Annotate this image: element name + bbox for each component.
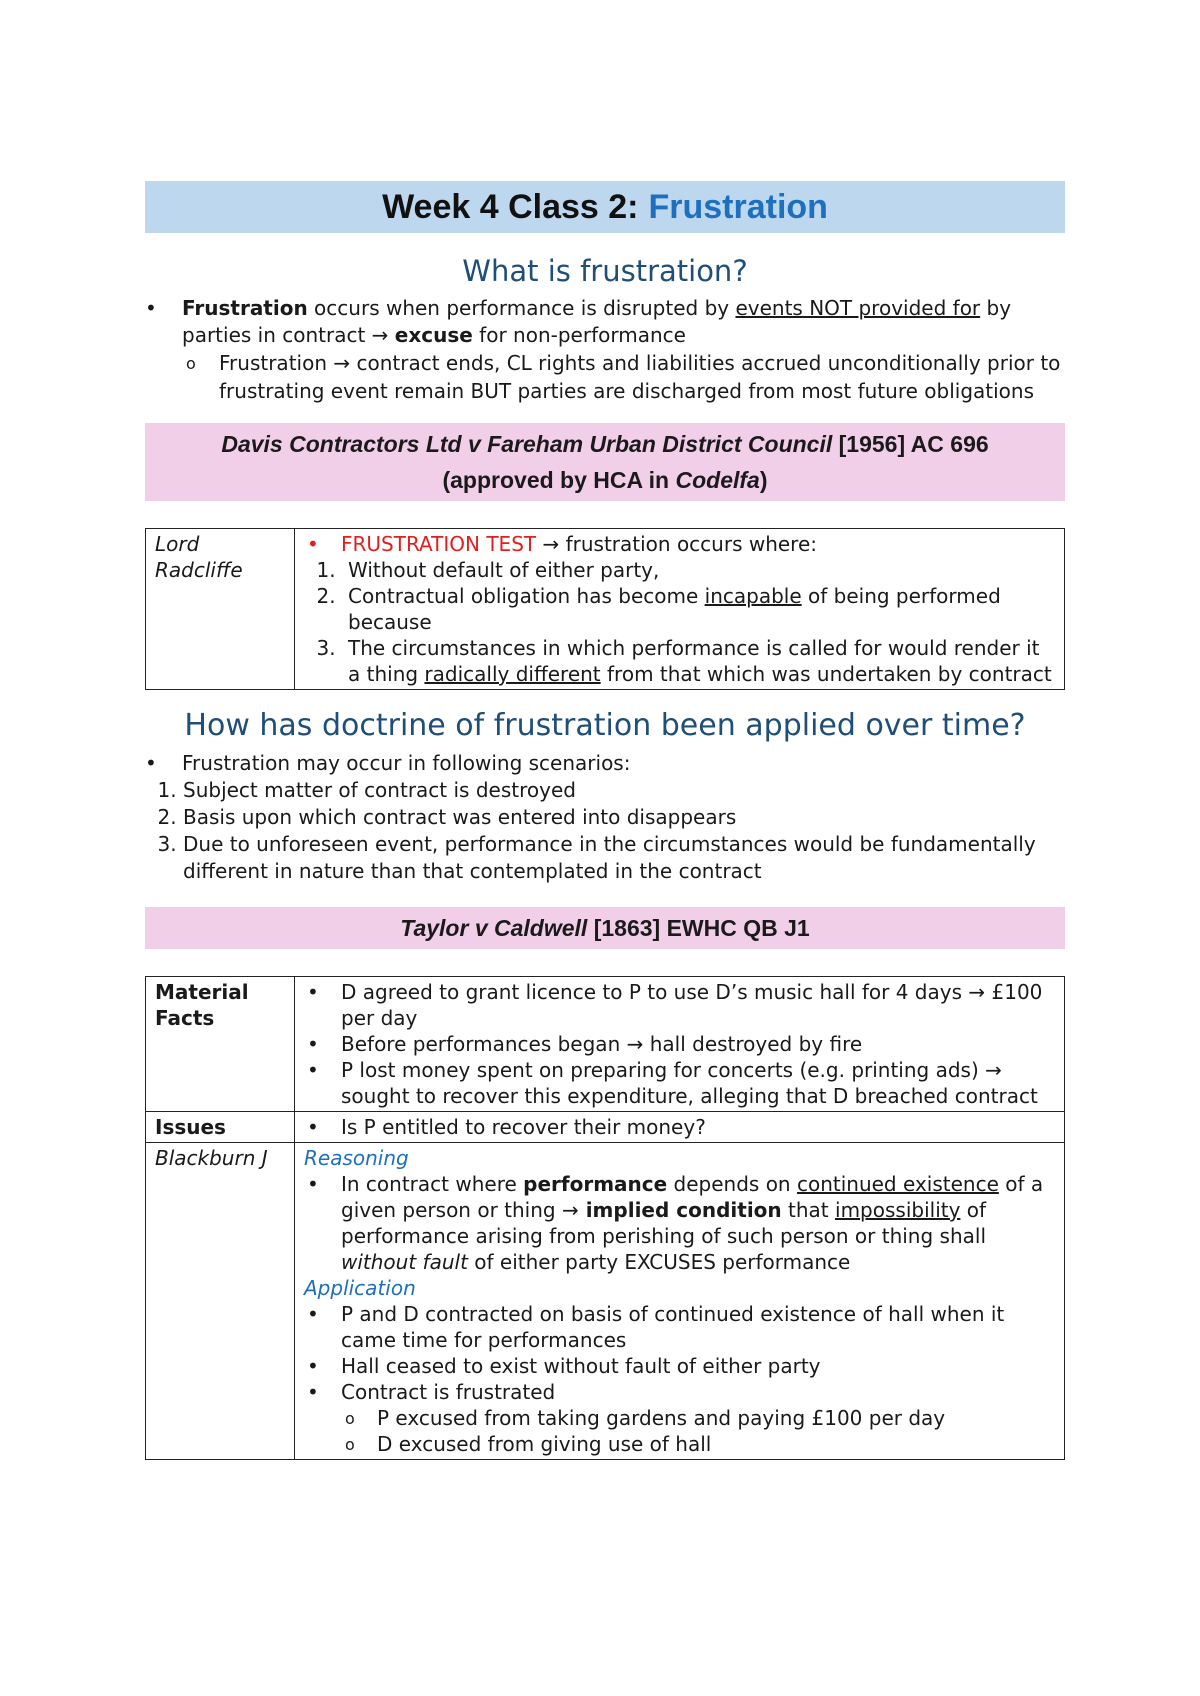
title-accent: Frustration <box>648 187 828 226</box>
text: hall destroyed by fire <box>643 1032 863 1056</box>
text: for non-performance <box>472 323 686 347</box>
judge-cell: Lord Radcliffe <box>146 529 295 690</box>
list-item <box>304 1057 1055 1109</box>
test-label: FRUSTRATION TEST <box>341 532 537 556</box>
list-item <box>342 583 1055 635</box>
definition-list <box>145 295 1065 405</box>
arrow-icon: → <box>626 1032 644 1056</box>
sub-list <box>341 1405 1055 1457</box>
text: of performance arising from perishing of such person or thing shall <box>341 1198 987 1248</box>
text: D agreed to grant licence to P to use D’s music hall for 4 days <box>341 980 969 1004</box>
document-page <box>145 181 1065 1460</box>
reasoning-label: Reasoning <box>304 1146 409 1170</box>
page-title <box>145 181 1065 233</box>
list-item: • P and D contracted on basis of continued existence of hall when it came time for performances <box>304 1301 1055 1353</box>
facts-list <box>304 979 1055 1109</box>
text: occurs when performance is disrupted by <box>307 296 736 320</box>
list-item <box>342 635 1055 687</box>
arrow-icon: → <box>985 1058 1002 1082</box>
test-bullet <box>304 531 1055 557</box>
underlined-text: incapable <box>704 584 802 608</box>
text: sought to recover this expenditure, alleging that D breached contract <box>341 1084 1038 1108</box>
davis-table <box>145 528 1065 690</box>
text: Before performances began <box>341 1032 627 1056</box>
section-heading-applied: How has doctrine of frustration been applied over time? <box>184 708 1026 743</box>
table-row <box>146 977 1065 1112</box>
arrow-icon: → <box>542 532 560 556</box>
application-label: Application <box>304 1276 416 1300</box>
list-item: • Hall ceased to exist without fault of either party <box>304 1353 1055 1379</box>
text: Frustration <box>219 351 334 375</box>
test-items <box>304 557 1055 687</box>
judge-cell: Blackburn J <box>146 1143 295 1460</box>
text: ) <box>759 467 768 493</box>
list-item <box>304 1379 1055 1457</box>
case-name: Taylor v Caldwell <box>400 915 588 941</box>
underlined-text: events NOT provided for <box>735 296 981 320</box>
text: The circumstances in which performance is called for would render it a thing <box>348 636 1040 686</box>
scenario-list <box>145 750 1065 777</box>
facts-cell <box>295 977 1065 1112</box>
bold-text: performance <box>523 1172 668 1196</box>
text: Contractual obligation has become <box>348 584 705 608</box>
text: frustration occurs where: <box>559 532 818 556</box>
reasoning-list <box>304 1171 1055 1275</box>
arrow-icon: → <box>968 980 986 1004</box>
list-item <box>304 1171 1055 1275</box>
taylor-table <box>145 976 1065 1460</box>
case-heading-taylor <box>145 907 1065 949</box>
text: Contract is frustrated <box>341 1380 556 1404</box>
case-citation: [1956] AC 696 <box>832 431 989 457</box>
text: contract ends, CL rights and liabilities accrued unconditionally prior to frustrating event remain BUT parties are discharged from most future obligations <box>219 351 1061 403</box>
list-item: 3. Due to unforeseen event, performance in the circumstances would be fundamentally different in nature than that contemplated in the contract <box>183 831 1065 885</box>
text: of a given person or thing <box>341 1172 1044 1222</box>
test-list <box>304 531 1055 557</box>
text: of either party EXCUSES performance <box>467 1250 851 1274</box>
underlined-text: impossibility <box>835 1198 961 1222</box>
term-frustration: Frustration <box>182 296 308 320</box>
underlined-text: radically different <box>424 662 601 686</box>
issues-list <box>304 1114 1055 1140</box>
case-name: Davis Contractors Ltd v Fareham Urban District Council <box>221 431 833 457</box>
sub-bullet <box>182 349 1065 405</box>
issues-label-cell: Issues <box>146 1112 295 1143</box>
application-list <box>304 1301 1055 1457</box>
table-row <box>146 1112 1065 1143</box>
bold-text: implied condition <box>578 1198 782 1222</box>
text: depends on <box>667 1172 797 1196</box>
table-row <box>146 529 1065 690</box>
definition-bullet <box>145 295 1065 405</box>
scenario-bullet: • Frustration may occur in following scenarios: <box>145 750 1065 777</box>
arrow-icon: → <box>371 323 389 347</box>
case-heading-davis <box>145 423 1065 501</box>
case-name: Codelfa <box>675 467 760 493</box>
list-item: 2. Basis upon which contract was entered into disappears <box>183 804 1065 831</box>
sub-item: o P excused from taking gardens and paying £100 per day <box>341 1405 1055 1431</box>
issues-cell <box>295 1112 1065 1143</box>
list-item: 1. Subject matter of contract is destroyed <box>183 777 1065 804</box>
text: by parties in contract <box>182 296 1012 347</box>
underlined-text: continued existence <box>796 1172 999 1196</box>
text: In contract where <box>341 1172 524 1196</box>
case-citation: [1863] EWHC QB J1 <box>587 915 810 941</box>
text: P lost money spent on preparing for concerts (e.g. printing ads) <box>341 1058 986 1082</box>
italic-text: without fault <box>341 1250 468 1274</box>
text: that <box>781 1198 836 1222</box>
text: of being performed because <box>348 584 1001 634</box>
content-cell <box>295 529 1065 690</box>
sub-item: o D excused from giving use of hall <box>341 1431 1055 1457</box>
list-item <box>304 979 1055 1031</box>
text: (approved by HCA in <box>442 467 676 493</box>
text: £100 per day <box>341 980 1043 1030</box>
list-item: • Is P entitled to recover their money? <box>304 1114 1055 1140</box>
title-main: Week 4 Class 2: <box>382 187 639 226</box>
sub-list <box>182 349 1065 405</box>
table-row <box>146 1143 1065 1460</box>
facts-label-cell: Material Facts <box>146 977 295 1112</box>
arrow-icon: → <box>561 1198 579 1222</box>
list-item: 1. Without default of either party, <box>342 557 1055 583</box>
text: from that which was undertaken by contract <box>600 662 1052 686</box>
bold-text: excuse <box>394 323 473 347</box>
list-item <box>304 1031 1055 1057</box>
scenario-items <box>145 777 1065 885</box>
section-heading-what-is-frustration: What is frustration? <box>462 254 748 288</box>
reasoning-cell <box>295 1143 1065 1460</box>
arrow-icon: → <box>333 351 351 375</box>
